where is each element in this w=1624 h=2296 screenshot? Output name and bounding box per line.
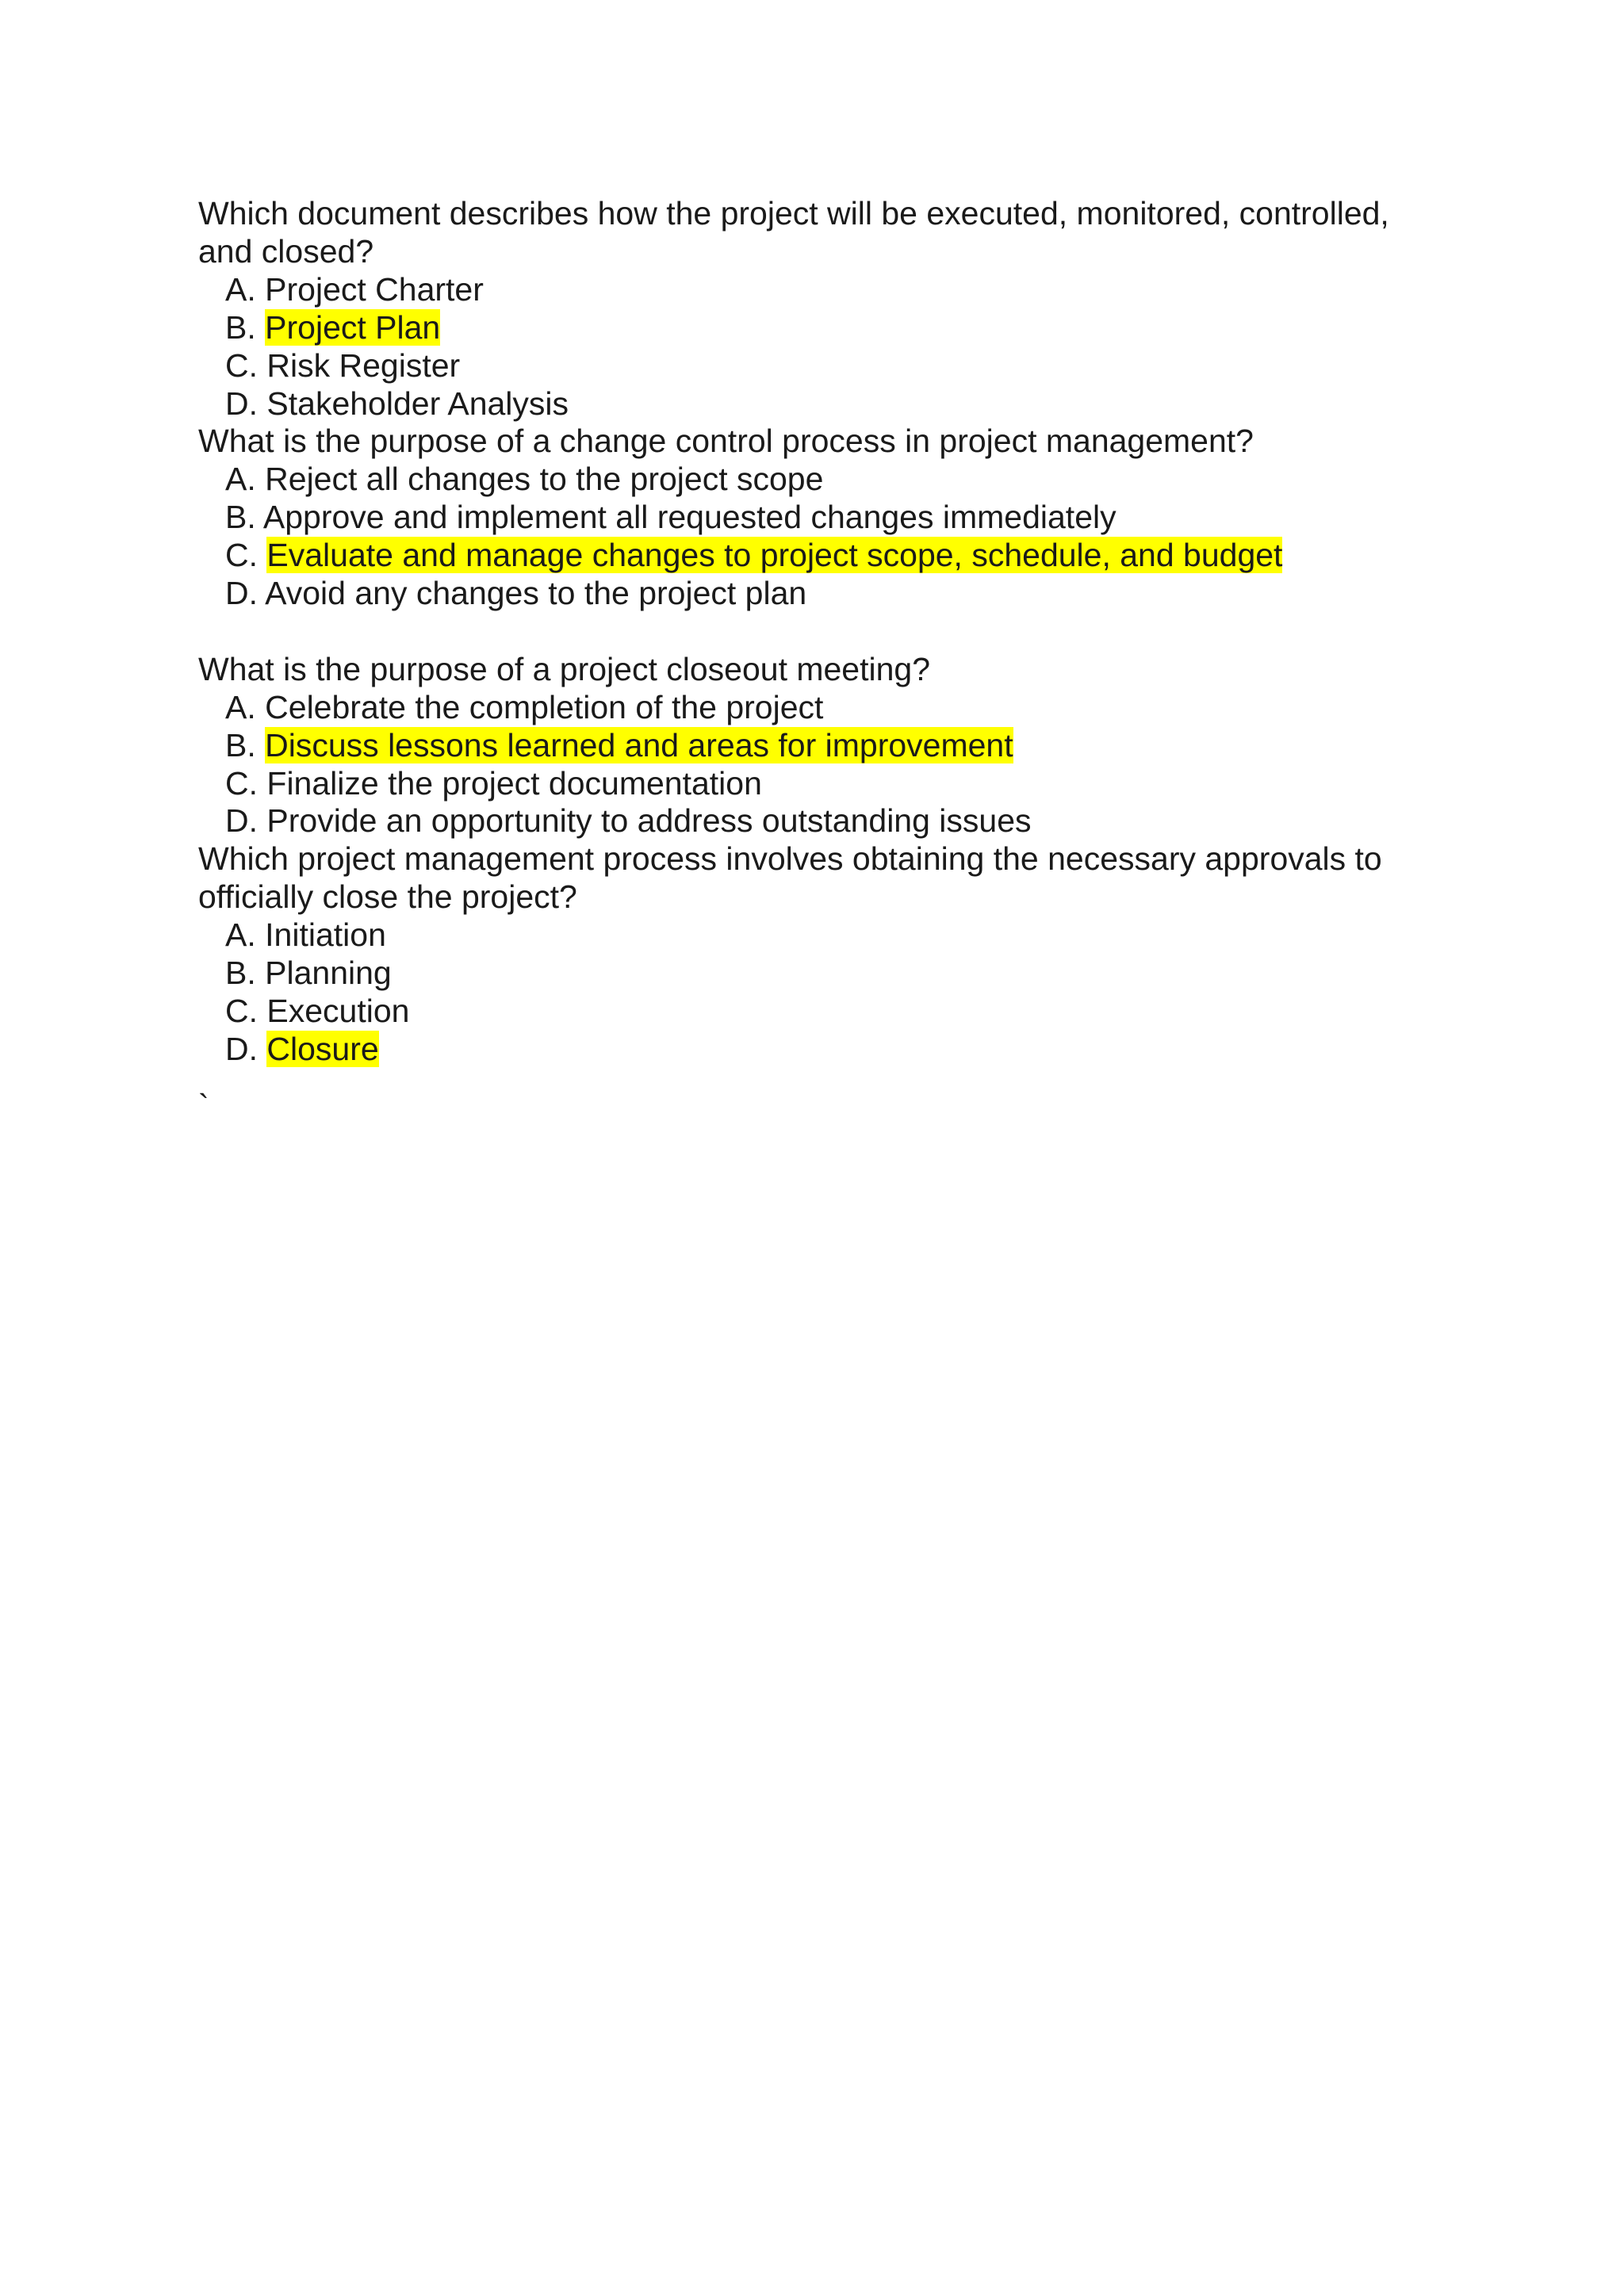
option-text-highlighted: Evaluate and manage changes to project scope, schedule, and budget [266, 537, 1283, 574]
option-text: Initiation [265, 916, 386, 954]
option-d [225, 1031, 1435, 1069]
question-2 [198, 423, 1435, 613]
option-b [225, 499, 1435, 537]
option-text: Planning [265, 955, 392, 992]
question-text: What is the purpose of a change control process in project management? [198, 423, 1254, 460]
option-text: Stakeholder Analysis [266, 385, 569, 422]
option-text: Finalize the project documentation [266, 764, 762, 802]
blank-line [198, 613, 1435, 651]
option-b [225, 955, 1435, 993]
option-b [225, 727, 1435, 765]
option-a [225, 689, 1435, 727]
option-letter: A. [225, 461, 256, 498]
option-letter: B. [225, 955, 256, 992]
option-letter: D. [225, 802, 258, 840]
option-letter: D. [225, 1030, 258, 1067]
option-letter: C. [225, 993, 258, 1030]
option-d [225, 802, 1435, 840]
option-text: Risk Register [266, 346, 461, 384]
option-letter: B. [225, 499, 256, 536]
option-letter: A. [225, 916, 256, 954]
option-d [225, 385, 1435, 423]
option-text: Approve and implement all requested changes immediately [262, 499, 1116, 536]
option-c [225, 347, 1435, 385]
options-list [198, 461, 1435, 613]
question-1 [198, 195, 1435, 423]
option-letter: B. [225, 308, 256, 346]
option-a [225, 916, 1435, 955]
question-3 [198, 651, 1435, 841]
options-list [198, 271, 1435, 423]
option-c [225, 993, 1435, 1031]
question-text: Which document describes how the project will be executed, monitored, controlled, and closed? [198, 195, 1389, 270]
option-letter: B. [225, 726, 256, 763]
option-letter: A. [225, 270, 256, 308]
option-c [225, 537, 1435, 575]
option-c [225, 765, 1435, 803]
option-letter: D. [225, 385, 258, 422]
question-text: What is the purpose of a project closeout meeting? [198, 650, 931, 687]
options-list [198, 916, 1435, 1069]
option-text: Project Charter [265, 270, 484, 308]
option-letter: C. [225, 537, 258, 574]
question-4 [198, 840, 1435, 1068]
blank-line [198, 1069, 1435, 1088]
option-a [225, 271, 1435, 309]
option-text-highlighted: Closure [266, 1030, 379, 1067]
option-letter: C. [225, 764, 258, 802]
option-text: Avoid any changes to the project plan [265, 575, 807, 612]
option-text: Provide an opportunity to address outstanding issues [266, 802, 1032, 840]
option-text: Celebrate the completion of the project [265, 688, 824, 725]
document-page [198, 195, 1435, 1126]
option-letter: A. [225, 688, 256, 725]
option-text-highlighted: Discuss lessons learned and areas for improvement [265, 726, 1013, 763]
option-letter: D. [225, 575, 258, 612]
option-d [225, 575, 1435, 613]
option-a [225, 461, 1435, 499]
option-text: Reject all changes to the project scope [265, 461, 824, 498]
question-text: Which project management process involves obtaining the necessary approvals to officially close the project? [198, 840, 1382, 916]
option-text-highlighted: Project Plan [265, 308, 441, 346]
stray-backtick: ` [198, 1087, 209, 1124]
option-text: Execution [266, 993, 410, 1030]
option-b [225, 309, 1435, 347]
option-letter: C. [225, 346, 258, 384]
options-list [198, 689, 1435, 841]
